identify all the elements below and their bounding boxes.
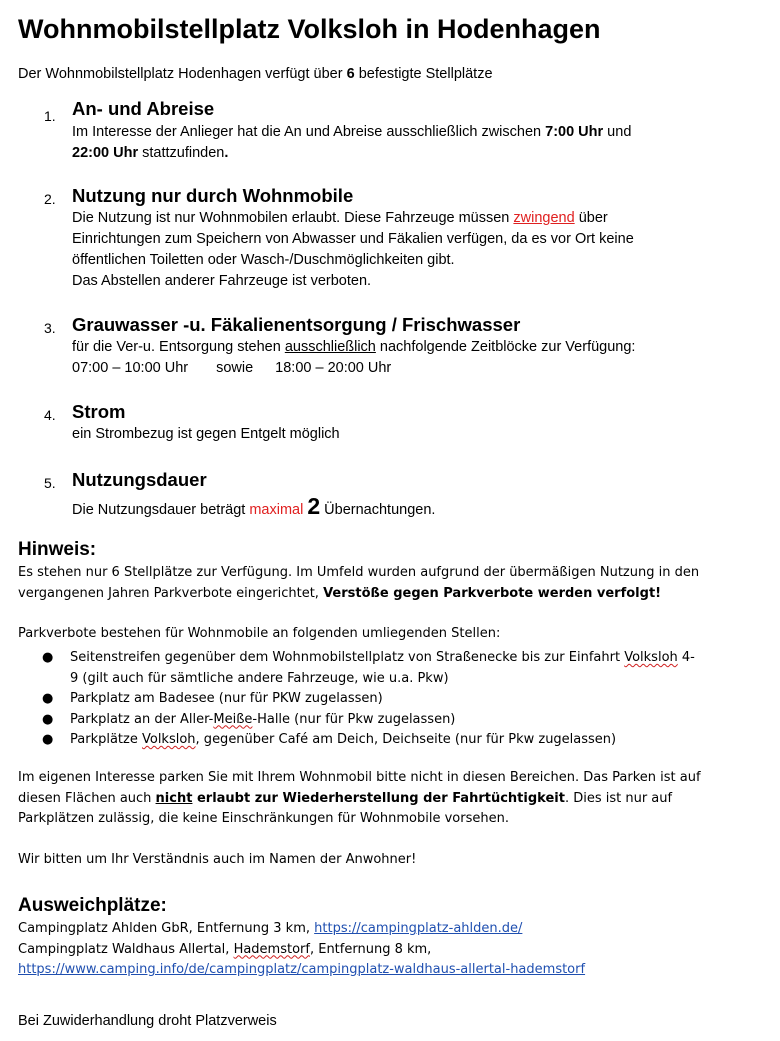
- body-text: nachfolgende Zeitblöcke zur Verfügung:: [375, 339, 636, 355]
- body-text: Es stehen nur 6 Stellplätze zur Verfügung. Im Umfeld wurden aufgrund der übermäßigen Nutzung in den: [18, 565, 700, 580]
- section-heading: An- und Abreise: [72, 98, 215, 119]
- section-number: 4.: [44, 407, 56, 423]
- ausweich-heading: Ausweichplätze:: [18, 895, 167, 916]
- body-text: über: [574, 210, 608, 226]
- intro-text: [18, 66, 493, 82]
- parkverbot-list: [40, 648, 740, 751]
- section-number: 2.: [44, 191, 56, 207]
- section-number: 1.: [44, 108, 56, 124]
- campingplatz-waldhaus-link[interactable]: https://www.camping.info/de/campingplatz/campingplatz-waldhaus-allertal-hademstorf: [18, 962, 586, 977]
- item-text: Meiße: [213, 711, 253, 727]
- section-number: 3.: [44, 320, 56, 336]
- body-text: Parkplätzen zulässig, die keine Einschränkungen für Wohnmobile vorsehen.: [18, 811, 509, 826]
- body-text: Campingplatz Ahlden GbR, Entfernung 3 km,: [18, 921, 315, 936]
- item-text: , gegenüber Café am Deich, Deichseite (nur für Pkw zugelassen): [195, 732, 617, 747]
- item-text: Parkplatz am Badesee (nur für PKW zugelassen): [70, 691, 383, 706]
- body-text: , Entfernung 8 km,: [309, 941, 432, 957]
- bullet-icon: ●: [42, 711, 54, 727]
- body-text: Einrichtungen zum Speichern von Abwasser und Fäkalien verfügen, da es vor Ort keine: [72, 231, 634, 247]
- item-text: Volksloh: [141, 732, 196, 747]
- body-text: sowie: [216, 360, 254, 376]
- body-text: Hademstorf: [233, 941, 310, 957]
- section-number: 5.: [44, 475, 56, 491]
- body-text: .: [224, 145, 229, 161]
- list-item: [40, 730, 740, 751]
- section-body: [72, 208, 634, 292]
- emphasis-text: zwingend: [513, 210, 575, 226]
- section-heading: Nutzung nur durch Wohnmobile: [72, 185, 354, 206]
- body-text: Die Nutzungsdauer beträgt: [72, 502, 250, 518]
- body-text: und: [603, 124, 632, 140]
- time-start: 7:00 Uhr: [545, 124, 604, 140]
- time-block-morning: 07:00 – 10:00 Uhr: [72, 360, 189, 376]
- body-text: Die Nutzung ist nur Wohnmobilen erlaubt. Diese Fahrzeuge müssen: [72, 210, 514, 226]
- max-nights: 2: [307, 493, 321, 519]
- page-title: Wohnmobilstellplatz Volksloh in Hodenhagen: [18, 14, 601, 44]
- body-text: für die Ver-u. Entsorgung stehen: [72, 339, 285, 355]
- item-text: Parkplätze: [70, 732, 142, 747]
- emphasis-text: nicht: [155, 790, 193, 806]
- body-text: diesen Flächen auch: [18, 790, 156, 806]
- body-text: Übernachtungen.: [320, 502, 436, 518]
- body-text: Campingplatz Waldhaus Allertal,: [18, 941, 234, 957]
- body-text: Im eigenen Interesse parken Sie mit Ihrem Wohnmobil bitte nicht in diesen Bereichen. Das Parken ist auf: [18, 770, 701, 785]
- item-text: -Halle (nur für Pkw zugelassen): [252, 711, 456, 727]
- hinweis-paragraph-3: [18, 768, 701, 830]
- body-text: öffentlichen Toiletten oder Wasch-/Duschmöglichkeiten gibt.: [72, 252, 455, 268]
- list-item: [40, 689, 740, 710]
- body-text: ein Strombezug ist gegen Entgelt möglich: [72, 426, 340, 442]
- bullet-icon: ●: [42, 732, 54, 747]
- warning-text: Verstöße gegen Parkverbote werden verfolgt!: [323, 585, 662, 601]
- section-heading: Grauwasser -u. Fäkalienentsorgung / Frischwasser: [72, 314, 521, 335]
- ausweich-list: [18, 919, 585, 981]
- section-body: [72, 424, 340, 445]
- emphasis-text: ausschließlich: [284, 339, 376, 355]
- body-text: . Dies ist nur auf: [564, 790, 673, 806]
- hinweis-paragraph-4: Wir bitten um Ihr Verständnis auch im Namen der Anwohner!: [18, 852, 417, 867]
- hinweis-paragraph-1: [18, 563, 699, 604]
- body-text: Das Abstellen anderer Fahrzeuge ist verboten.: [72, 273, 372, 289]
- intro-count: 6: [346, 66, 355, 82]
- campingplatz-ahlden-link[interactable]: https://campingplatz-ahlden.de/: [314, 921, 523, 936]
- section-body: [72, 493, 436, 521]
- intro-pre: Der Wohnmobilstellplatz Hodenhagen verfügt über: [18, 66, 347, 82]
- time-end: 22:00 Uhr: [72, 145, 139, 161]
- time-block-evening: 18:00 – 20:00 Uhr: [275, 360, 392, 376]
- section-body: [72, 122, 631, 164]
- hinweis-paragraph-2: Parkverbote bestehen für Wohnmobile an folgenden umliegenden Stellen:: [18, 626, 501, 641]
- item-text: Volksloh: [624, 650, 678, 665]
- emphasis-text: erlaubt zur Wiederherstellung der Fahrtüchtigkeit: [192, 790, 565, 806]
- list-item: [40, 710, 740, 731]
- item-text: 9 (gilt auch für sämtliche andere Fahrzeuge, wie u.a. Pkw): [70, 670, 449, 686]
- hinweis-heading: Hinweis:: [18, 539, 97, 560]
- bullet-icon: ●: [42, 691, 54, 706]
- body-text: stattzufinden: [138, 145, 225, 161]
- section-heading: Strom: [72, 401, 126, 422]
- item-text: Seitenstreifen gegenüber dem Wohnmobilstellplatz von Straßenecke bis zur Einfahrt: [70, 650, 625, 665]
- item-text: Parkplatz an der Aller-: [70, 711, 214, 727]
- intro-post: befestigte Stellplätze: [354, 66, 493, 82]
- item-text: 4-: [677, 650, 695, 665]
- body-text: vergangenen Jahren Parkverbote eingerichtet,: [18, 585, 324, 601]
- body-text: Im Interesse der Anlieger hat die An und Abreise ausschließlich zwischen: [72, 124, 546, 140]
- footer-warning: Bei Zuwiderhandlung droht Platzverweis: [18, 1013, 277, 1029]
- bullet-icon: ●: [42, 650, 54, 665]
- section-heading: Nutzungsdauer: [72, 469, 207, 490]
- section-body: [72, 337, 635, 379]
- list-item: [40, 648, 740, 689]
- emphasis-text: maximal: [249, 502, 304, 518]
